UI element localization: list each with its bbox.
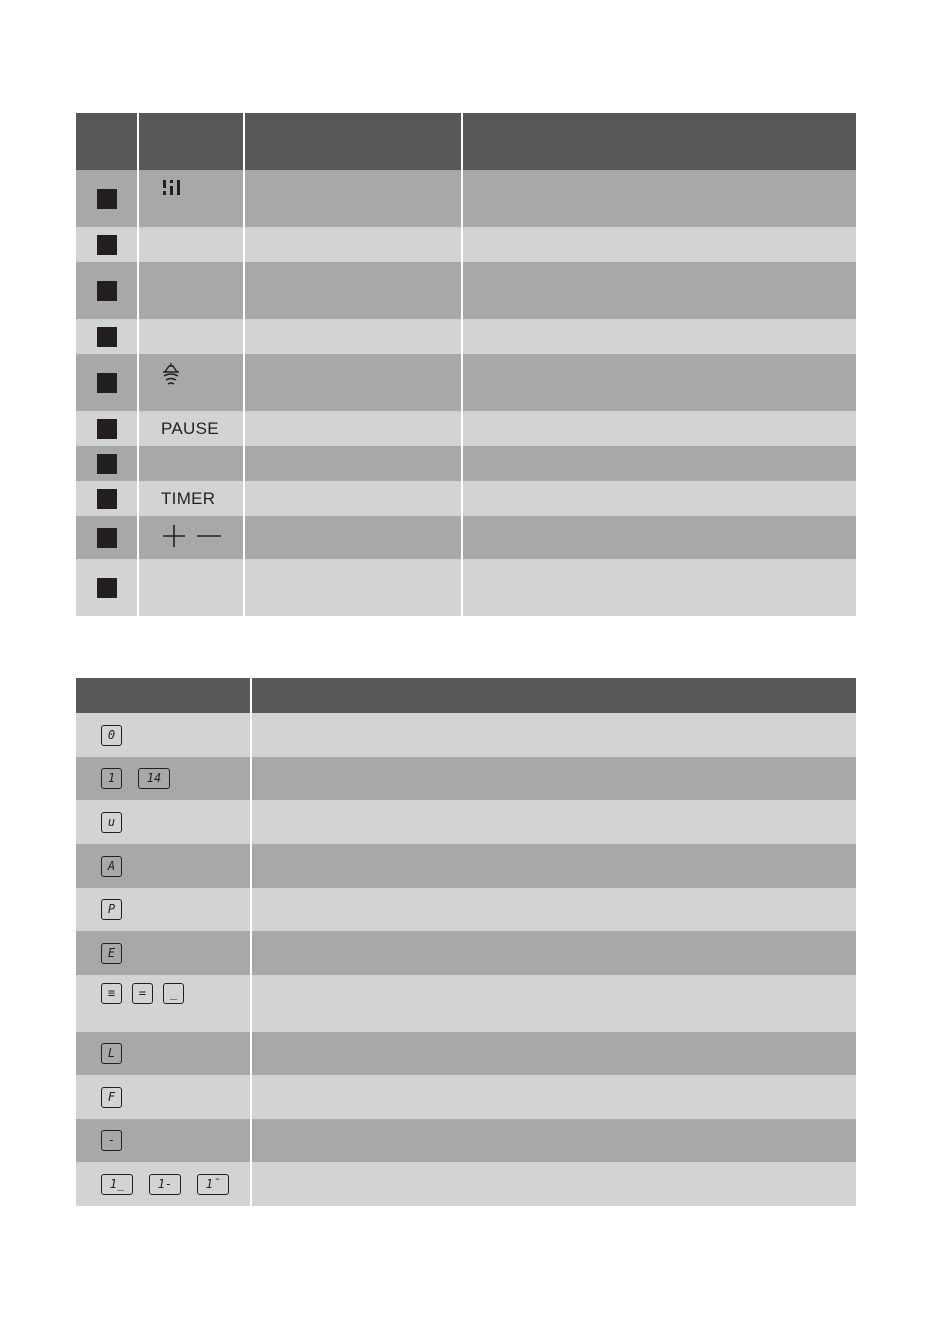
display-row-4 — [76, 844, 856, 888]
controls-function — [244, 227, 462, 262]
seven-seg-display: = — [132, 983, 153, 1004]
controls-function — [244, 262, 462, 319]
controls-comment — [462, 319, 856, 354]
display-row-7 — [76, 975, 856, 1032]
controls-function — [244, 516, 462, 559]
row-number-marker — [97, 373, 117, 393]
hob-to-hood-icon — [161, 362, 181, 388]
display-description — [251, 1119, 856, 1162]
row-number-marker — [97, 489, 117, 509]
controls-function — [244, 446, 462, 481]
display-description — [251, 800, 856, 844]
controls-header-sensor-field — [138, 113, 244, 170]
controls-row-7 — [76, 446, 856, 481]
controls-comment — [462, 481, 856, 516]
seven-seg-display: 1_ — [101, 1174, 133, 1195]
controls-header-row — [76, 113, 856, 170]
row-number-marker — [97, 281, 117, 301]
timer-label: TIMER — [161, 488, 216, 508]
controls-symbol — [138, 559, 244, 616]
display-row-8 — [76, 1032, 856, 1075]
controls-comment — [462, 559, 856, 616]
controls-row-4 — [76, 319, 856, 354]
controls-comment — [462, 227, 856, 262]
controls-row-2 — [76, 227, 856, 262]
seven-seg-display: A — [101, 856, 122, 877]
controls-row-9 — [76, 516, 856, 559]
controls-function — [244, 319, 462, 354]
row-number-marker — [97, 235, 117, 255]
controls-symbol — [138, 227, 244, 262]
controls-function — [244, 170, 462, 227]
row-number-marker — [97, 189, 117, 209]
controls-row-5 — [76, 354, 856, 411]
seven-seg-display: 0 — [101, 725, 122, 746]
controls-symbol — [138, 262, 244, 319]
display-row-11 — [76, 1162, 856, 1206]
controls-row-8 — [76, 481, 856, 516]
seven-seg-display: 1- — [149, 1174, 181, 1195]
seven-seg-display: u — [101, 812, 122, 833]
controls-header-comment — [462, 113, 856, 170]
seven-seg-display: 1¯ — [197, 1174, 229, 1195]
seven-seg-display: E — [101, 943, 122, 964]
row-number-marker — [97, 327, 117, 347]
control-panel-table — [76, 113, 856, 616]
display-description — [251, 1162, 856, 1206]
displays-header-description — [251, 678, 856, 713]
controls-row-1 — [76, 170, 856, 227]
display-description — [251, 713, 856, 757]
row-number-marker — [97, 454, 117, 474]
display-description — [251, 888, 856, 931]
seven-seg-display: ≡ — [101, 983, 122, 1004]
plus-minus-icon — [161, 525, 223, 547]
seven-seg-display: P — [101, 899, 122, 920]
displays-table — [76, 678, 856, 1206]
display-description — [251, 975, 856, 1032]
controls-symbol — [138, 446, 244, 481]
display-description — [251, 1075, 856, 1119]
controls-comment — [462, 516, 856, 559]
seven-seg-display: L — [101, 1043, 122, 1064]
display-row-6 — [76, 931, 856, 975]
display-row-10 — [76, 1119, 856, 1162]
controls-function — [244, 481, 462, 516]
seven-seg-display: F — [101, 1087, 122, 1108]
controls-function — [244, 354, 462, 411]
controls-comment — [462, 170, 856, 227]
display-description — [251, 757, 856, 800]
row-number-marker — [97, 578, 117, 598]
controls-comment — [462, 411, 856, 446]
controls-comment — [462, 262, 856, 319]
display-description — [251, 844, 856, 888]
seven-seg-display: 1 — [101, 768, 122, 789]
display-description — [251, 1032, 856, 1075]
display-row-9 — [76, 1075, 856, 1119]
slider-bars-icon — [161, 179, 183, 203]
controls-function — [244, 411, 462, 446]
controls-row-6 — [76, 411, 856, 446]
controls-function — [244, 559, 462, 616]
controls-header-function — [244, 113, 462, 170]
row-number-marker — [97, 419, 117, 439]
display-row-1 — [76, 713, 856, 757]
row-number-marker — [97, 528, 117, 548]
seven-seg-display: - — [101, 1130, 122, 1151]
controls-symbol — [138, 319, 244, 354]
display-row-5 — [76, 888, 856, 931]
seven-seg-display: _ — [163, 983, 184, 1004]
pause-label: PAUSE — [161, 418, 219, 438]
displays-header-row — [76, 678, 856, 713]
display-row-2 — [76, 757, 856, 800]
displays-header-display — [76, 678, 251, 713]
controls-row-3 — [76, 262, 856, 319]
display-description — [251, 931, 856, 975]
seven-seg-display: 14 — [138, 768, 170, 789]
controls-comment — [462, 446, 856, 481]
controls-row-10 — [76, 559, 856, 616]
display-row-3 — [76, 800, 856, 844]
controls-comment — [462, 354, 856, 411]
controls-header-number — [76, 113, 138, 170]
